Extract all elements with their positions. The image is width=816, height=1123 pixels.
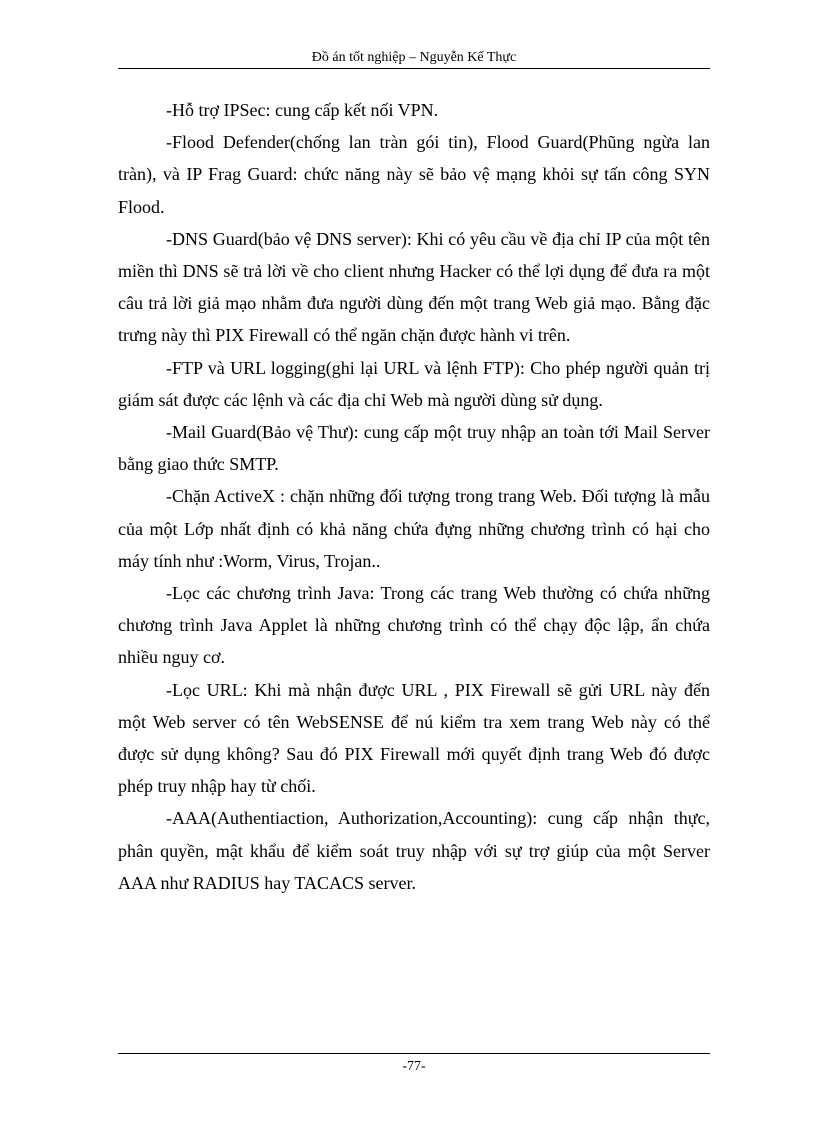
paragraph-java-filter: -Lọc các chương trình Java: Trong các trang Web thường có chứa những chương trình Java Applet là những chương trình có thể chạy độc lập, ẩn chứa nhiều nguy cơ.	[118, 583, 710, 668]
document-body	[118, 94, 710, 899]
paragraph-mail-guard: -Mail Guard(Bảo vệ Thư): cung cấp một truy nhập an toàn tới Mail Server bằng giao thức SMTP.	[118, 422, 710, 475]
header-title: Đồ án tốt nghiệp – Nguyễn Kế Thực	[311, 50, 517, 65]
paragraph-dns-guard: -DNS Guard(bảo vệ DNS server): Khi có yêu cầu về địa chỉ IP của một tên miền thì DNS sẽ trả lời về cho client nhưng Hacker có thể lợi dụng để đưa ra một câu trả lời giả mạo nhằm đưa người dùng đến một trang Web giả mạo. Bằng đặc trưng này thì PIX Firewall có thể ngăn chặn được hành vi trên.	[118, 228, 710, 346]
footer-divider	[118, 1053, 710, 1054]
header-divider	[118, 68, 710, 69]
paragraph-flood-defender: -Flood Defender(chống lan tràn gói tin), Flood Guard(Phũng ngừa lan tràn), và IP Frag Guard: chức năng này sẽ bảo vệ mạng khỏi sự tấn công SYN Flood.	[118, 132, 710, 217]
paragraph-ipsec: -Hỗ trợ IPSec: cung cấp kết nối VPN.	[166, 100, 439, 120]
paragraph-aaa: -AAA(Authentiaction, Authorization,Accounting): cung cấp nhận thực, phân quyền, mật khẩu để kiểm soát truy nhập với sự trợ giúp của một Server AAA như RADIUS hay TACACS server.	[118, 808, 710, 893]
paragraph-url-filter: -Lọc URL: Khi mà nhận được URL , PIX Firewall sẽ gửi URL này đến một Web server có tên WebSENSE để nú kiểm tra xem trang Web này có thể được sử dụng không? Sau đó PIX Firewall mới quyết định trang Web đó được phép truy nhập hay từ chối.	[118, 679, 710, 797]
page-number: -77-	[402, 1059, 426, 1074]
paragraph-activex: -Chặn ActiveX : chặn những đối tượng trong trang Web. Đối tượng là mẫu của một Lớp nhất định có khả năng chứa đựng những chương trình có hại cho máy tính như :Worm, Virus, Trojan..	[118, 486, 710, 571]
paragraph-ftp-url-logging: -FTP và URL logging(ghi lại URL và lệnh FTP): Cho phép người quản trị giám sát được các lệnh và các địa chỉ Web mà người dùng sử dụng.	[118, 357, 710, 410]
